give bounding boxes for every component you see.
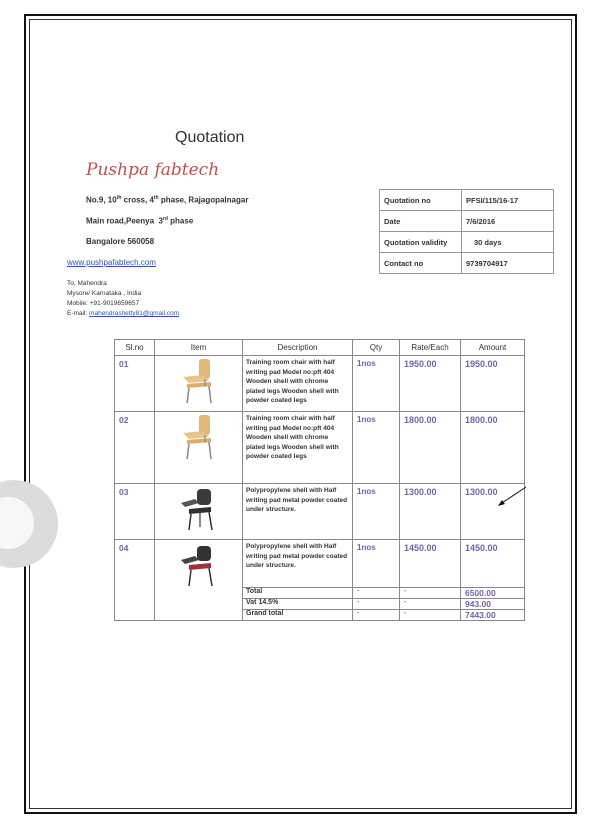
recipient-name: To, Mahendra xyxy=(67,280,107,287)
row-amount: 1800.00 xyxy=(461,412,525,484)
info-value: 9739704917 xyxy=(462,253,554,274)
row-qty: 1nos xyxy=(353,356,400,412)
table-header-row xyxy=(115,340,525,356)
row-slno: 02 xyxy=(115,412,155,484)
info-row xyxy=(380,190,554,211)
vat-rate: - xyxy=(400,599,461,610)
total-qty: - xyxy=(353,588,400,599)
table-row xyxy=(115,412,525,484)
website-link[interactable]: www.pushpafabtech.com xyxy=(67,258,156,267)
grand-total-amount: 7443.00 xyxy=(461,610,525,621)
info-label: Quotation no xyxy=(380,190,462,211)
table-row xyxy=(115,356,525,412)
info-label: Quotation validity xyxy=(380,232,462,253)
vat-qty: - xyxy=(353,599,400,610)
wooden-chair-icon xyxy=(179,413,219,461)
row-description: Training room chair with half writing pad Model no:pft 404 Wooden shell with chrome plated legs Wooden shell with powder coated legs xyxy=(243,412,353,484)
row-rate: 1300.00 xyxy=(400,484,461,540)
row-rate: 1800.00 xyxy=(400,412,461,484)
row-qty: 1nos xyxy=(353,484,400,540)
recipient-mobile: Mobile: +91-9019659657 xyxy=(67,300,140,307)
email-link[interactable]: mahendrashetty81@gmail.com xyxy=(89,310,180,317)
recipient-location: Mysore/ Karnataka , India xyxy=(67,290,142,297)
info-row xyxy=(380,253,554,274)
item-image-wooden-chair xyxy=(155,356,243,412)
table-row xyxy=(115,540,525,588)
total-rate: - xyxy=(400,588,461,599)
company-name: Pushpa fabtech xyxy=(86,160,220,180)
row-rate: 1950.00 xyxy=(400,356,461,412)
info-label: Date xyxy=(380,211,462,232)
total-label: Total xyxy=(243,588,353,599)
header-qty: Qty xyxy=(353,340,400,356)
row-description: Polypropylene shell with Half writing pad metal powder coated under structure. xyxy=(243,540,353,588)
row-description: Training room chair with half writing pad Model no:pft 404 Wooden shell with chrome plated legs Wooden shell with powder coated legs xyxy=(243,356,353,412)
wooden-chair-icon xyxy=(179,357,219,405)
item-image-red-chair xyxy=(155,540,243,621)
email-label: E-mail: xyxy=(67,310,88,317)
info-value: 30 days xyxy=(462,232,554,253)
row-slno: 04 xyxy=(115,540,155,621)
header-description: Description xyxy=(243,340,353,356)
row-slno: 01 xyxy=(115,356,155,412)
row-rate: 1450.00 xyxy=(400,540,461,588)
document-title: Quotation xyxy=(175,129,245,146)
row-description: Polypropylene shell with Half writing pad metal powder coated under structure. xyxy=(243,484,353,540)
row-slno: 03 xyxy=(115,484,155,540)
address-line-3: Bangalore 560058 xyxy=(86,237,155,246)
item-image-wooden-chair xyxy=(155,412,243,484)
vat-label: Vat 14.5% xyxy=(243,599,353,610)
red-seat-chair-icon xyxy=(179,544,219,588)
grand-total-label: Grand total xyxy=(243,610,353,621)
row-amount: 1450.00 xyxy=(461,540,525,588)
row-amount: 1300.00 xyxy=(461,484,525,540)
vat-amount: 943.00 xyxy=(461,599,525,610)
info-value: 7/6/2016 xyxy=(462,211,554,232)
header-item: Item xyxy=(155,340,243,356)
total-amount: 6500.00 xyxy=(461,588,525,599)
header-rate: Rate/Each xyxy=(400,340,461,356)
annotation-arrow-icon xyxy=(495,485,529,509)
table-row xyxy=(115,484,525,540)
grand-total-qty: - xyxy=(353,610,400,621)
row-amount: 1950.00 xyxy=(461,356,525,412)
row-qty: 1nos xyxy=(353,540,400,588)
row-qty: 1nos xyxy=(353,412,400,484)
header-amount: Amount xyxy=(461,340,525,356)
quotation-info-table xyxy=(379,189,554,274)
grand-total-rate: - xyxy=(400,610,461,621)
black-chair-icon xyxy=(179,485,219,533)
info-value: PFSI/115/16-17 xyxy=(462,190,554,211)
item-image-black-chair xyxy=(155,484,243,540)
info-row xyxy=(380,211,554,232)
items-table xyxy=(114,339,525,621)
info-label: Contact no xyxy=(380,253,462,274)
address-line-1: No.9, 10th cross, 4th phase, Rajagopalnagar xyxy=(86,195,249,205)
info-row xyxy=(380,232,554,253)
header-slno: Sl.no xyxy=(115,340,155,356)
recipient-email-row xyxy=(67,310,179,317)
address-line-2: Main road,Peenya 3rd phase xyxy=(86,216,194,226)
